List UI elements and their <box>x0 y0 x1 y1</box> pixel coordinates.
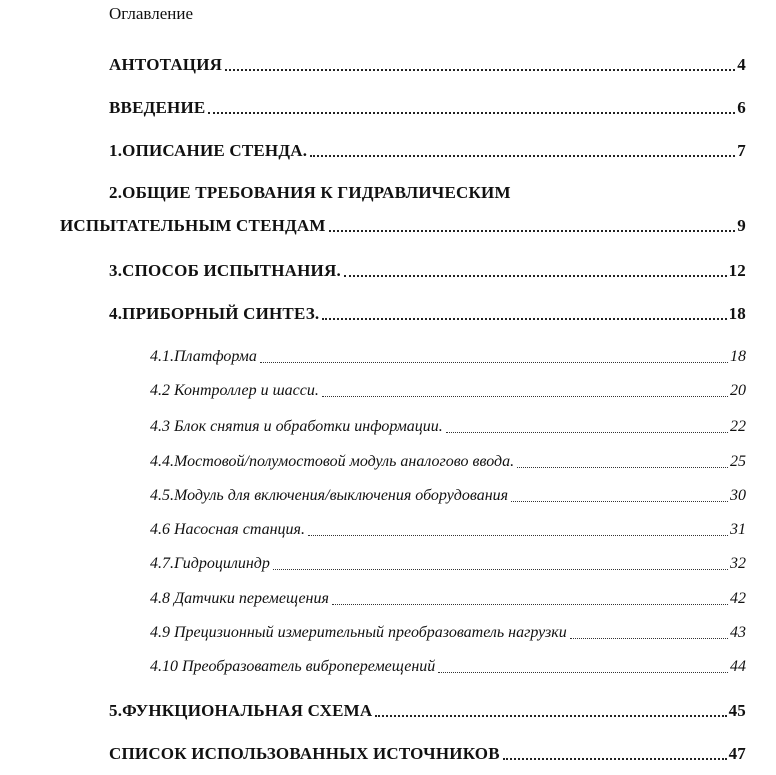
toc-entry-title: ВВЕДЕНИЕ <box>109 98 206 117</box>
toc-entry-title: 4.6 Насосная станция. <box>150 521 305 538</box>
toc-entry-section-2[interactable] <box>60 214 746 238</box>
toc-entry-page: 6 <box>737 98 746 117</box>
toc-entry-page: 32 <box>730 555 746 572</box>
toc-dot-leader <box>446 415 728 439</box>
toc-entry-page: 42 <box>730 590 746 607</box>
toc-entry-title: 5.ФУНКЦИОНАЛЬНАЯ СХЕМА <box>109 701 373 720</box>
toc-entry-title: 3.СПОСОБ ИСПЫТНАНИЯ. <box>109 261 341 280</box>
toc-dot-leader <box>310 139 735 163</box>
toc-entry-section-1[interactable] <box>109 139 746 163</box>
toc-dot-leader <box>344 259 727 283</box>
toc-entry-title: 4.2 Контроллер и шасси. <box>150 382 319 399</box>
toc-entry-page: 31 <box>730 521 746 538</box>
toc-dot-leader <box>308 518 728 542</box>
toc-entry-subsection-4-8[interactable] <box>150 587 746 611</box>
toc-entry-page: 7 <box>737 141 746 160</box>
toc-dot-leader <box>570 621 728 645</box>
toc-dot-leader <box>517 450 728 474</box>
toc-entry-page: 25 <box>730 453 746 470</box>
toc-entry-title: СПИСОК ИСПОЛЬЗОВАННЫХ ИСТОЧНИКОВ <box>109 744 500 763</box>
toc-entry-page: 20 <box>730 382 746 399</box>
toc-entry-page: 44 <box>730 658 746 675</box>
toc-entry-page: 9 <box>737 216 746 235</box>
toc-entry-section-5[interactable] <box>109 699 746 723</box>
toc-entry-page: 18 <box>728 304 746 323</box>
toc-dot-leader <box>322 379 728 403</box>
toc-dot-leader <box>511 484 728 508</box>
toc-entry-title: 4.ПРИБОРНЫЙ СИНТЕЗ. <box>109 304 320 323</box>
toc-entry-title: 4.8 Датчики перемещения <box>150 590 329 607</box>
toc-entry-subsection-4-10[interactable] <box>150 655 746 679</box>
toc-dot-leader <box>225 53 735 77</box>
toc-dot-leader <box>332 587 728 611</box>
toc-entry-page: 45 <box>728 701 746 720</box>
toc-entry-page: 22 <box>730 418 746 435</box>
toc-entry-section-2-line1[interactable]: 2.ОБЩИЕ ТРЕБОВАНИЯ К ГИДРАВЛИЧЕСКИМ <box>109 183 511 202</box>
toc-entry-page: 30 <box>730 487 746 504</box>
toc-entry-page: 43 <box>730 624 746 641</box>
toc-entry-title: АНТОТАЦИЯ <box>109 55 223 74</box>
toc-entry-subsection-4-3[interactable] <box>150 415 746 439</box>
toc-entry-title: 4.4.Мостовой/полумостовой модуль аналогово ввода. <box>150 453 515 470</box>
toc-entry-title: 4.5.Модуль для включения/выключения оборудования <box>150 487 509 504</box>
toc-entry-subsection-4-6[interactable] <box>150 518 746 542</box>
toc-heading: Оглавление <box>109 4 193 23</box>
toc-entry-subsection-4-1[interactable] <box>150 345 746 369</box>
toc-dot-leader <box>438 655 728 679</box>
toc-entry-page: 18 <box>730 348 746 365</box>
toc-entry-title: ИСПЫТАТЕЛЬНЫМ СТЕНДАМ <box>60 216 326 235</box>
toc-entry-title: 4.9 Прецизионный измерительный преобразователь нагрузки <box>150 624 567 641</box>
toc-entry-title: 1.ОПИСАНИЕ СТЕНДА. <box>109 141 308 160</box>
toc-dot-leader <box>260 345 728 369</box>
toc-entry-page: 47 <box>728 744 746 763</box>
toc-entry-title: 4.10 Преобразователь виброперемещений <box>150 658 436 675</box>
toc-entry-title: 4.3 Блок снятия и обработки информации. <box>150 418 443 435</box>
toc-entry-title: 4.7.Гидроцилиндр <box>150 555 270 572</box>
toc-dot-leader <box>503 742 727 766</box>
toc-entry-subsection-4-2[interactable] <box>150 379 746 403</box>
toc-entry-introduction[interactable] <box>109 96 746 120</box>
toc-entry-title: 4.1.Платформа <box>150 348 257 365</box>
toc-entry-annotation[interactable] <box>109 53 746 77</box>
toc-entry-subsection-4-7[interactable] <box>150 552 746 576</box>
toc-dot-leader <box>208 96 735 120</box>
toc-entry-section-3[interactable] <box>109 259 746 283</box>
toc-dot-leader <box>322 302 726 326</box>
toc-entry-subsection-4-4[interactable] <box>150 450 746 474</box>
toc-dot-leader <box>375 699 726 723</box>
toc-entry-section-4[interactable] <box>109 302 746 326</box>
toc-entry-page: 12 <box>728 261 746 280</box>
toc-entry-subsection-4-9[interactable] <box>150 621 746 645</box>
toc-dot-leader <box>273 552 728 576</box>
toc-entry-page: 4 <box>737 55 746 74</box>
toc-entry-subsection-4-5[interactable] <box>150 484 746 508</box>
toc-dot-leader <box>329 214 736 238</box>
toc-entry-references[interactable] <box>109 742 746 766</box>
